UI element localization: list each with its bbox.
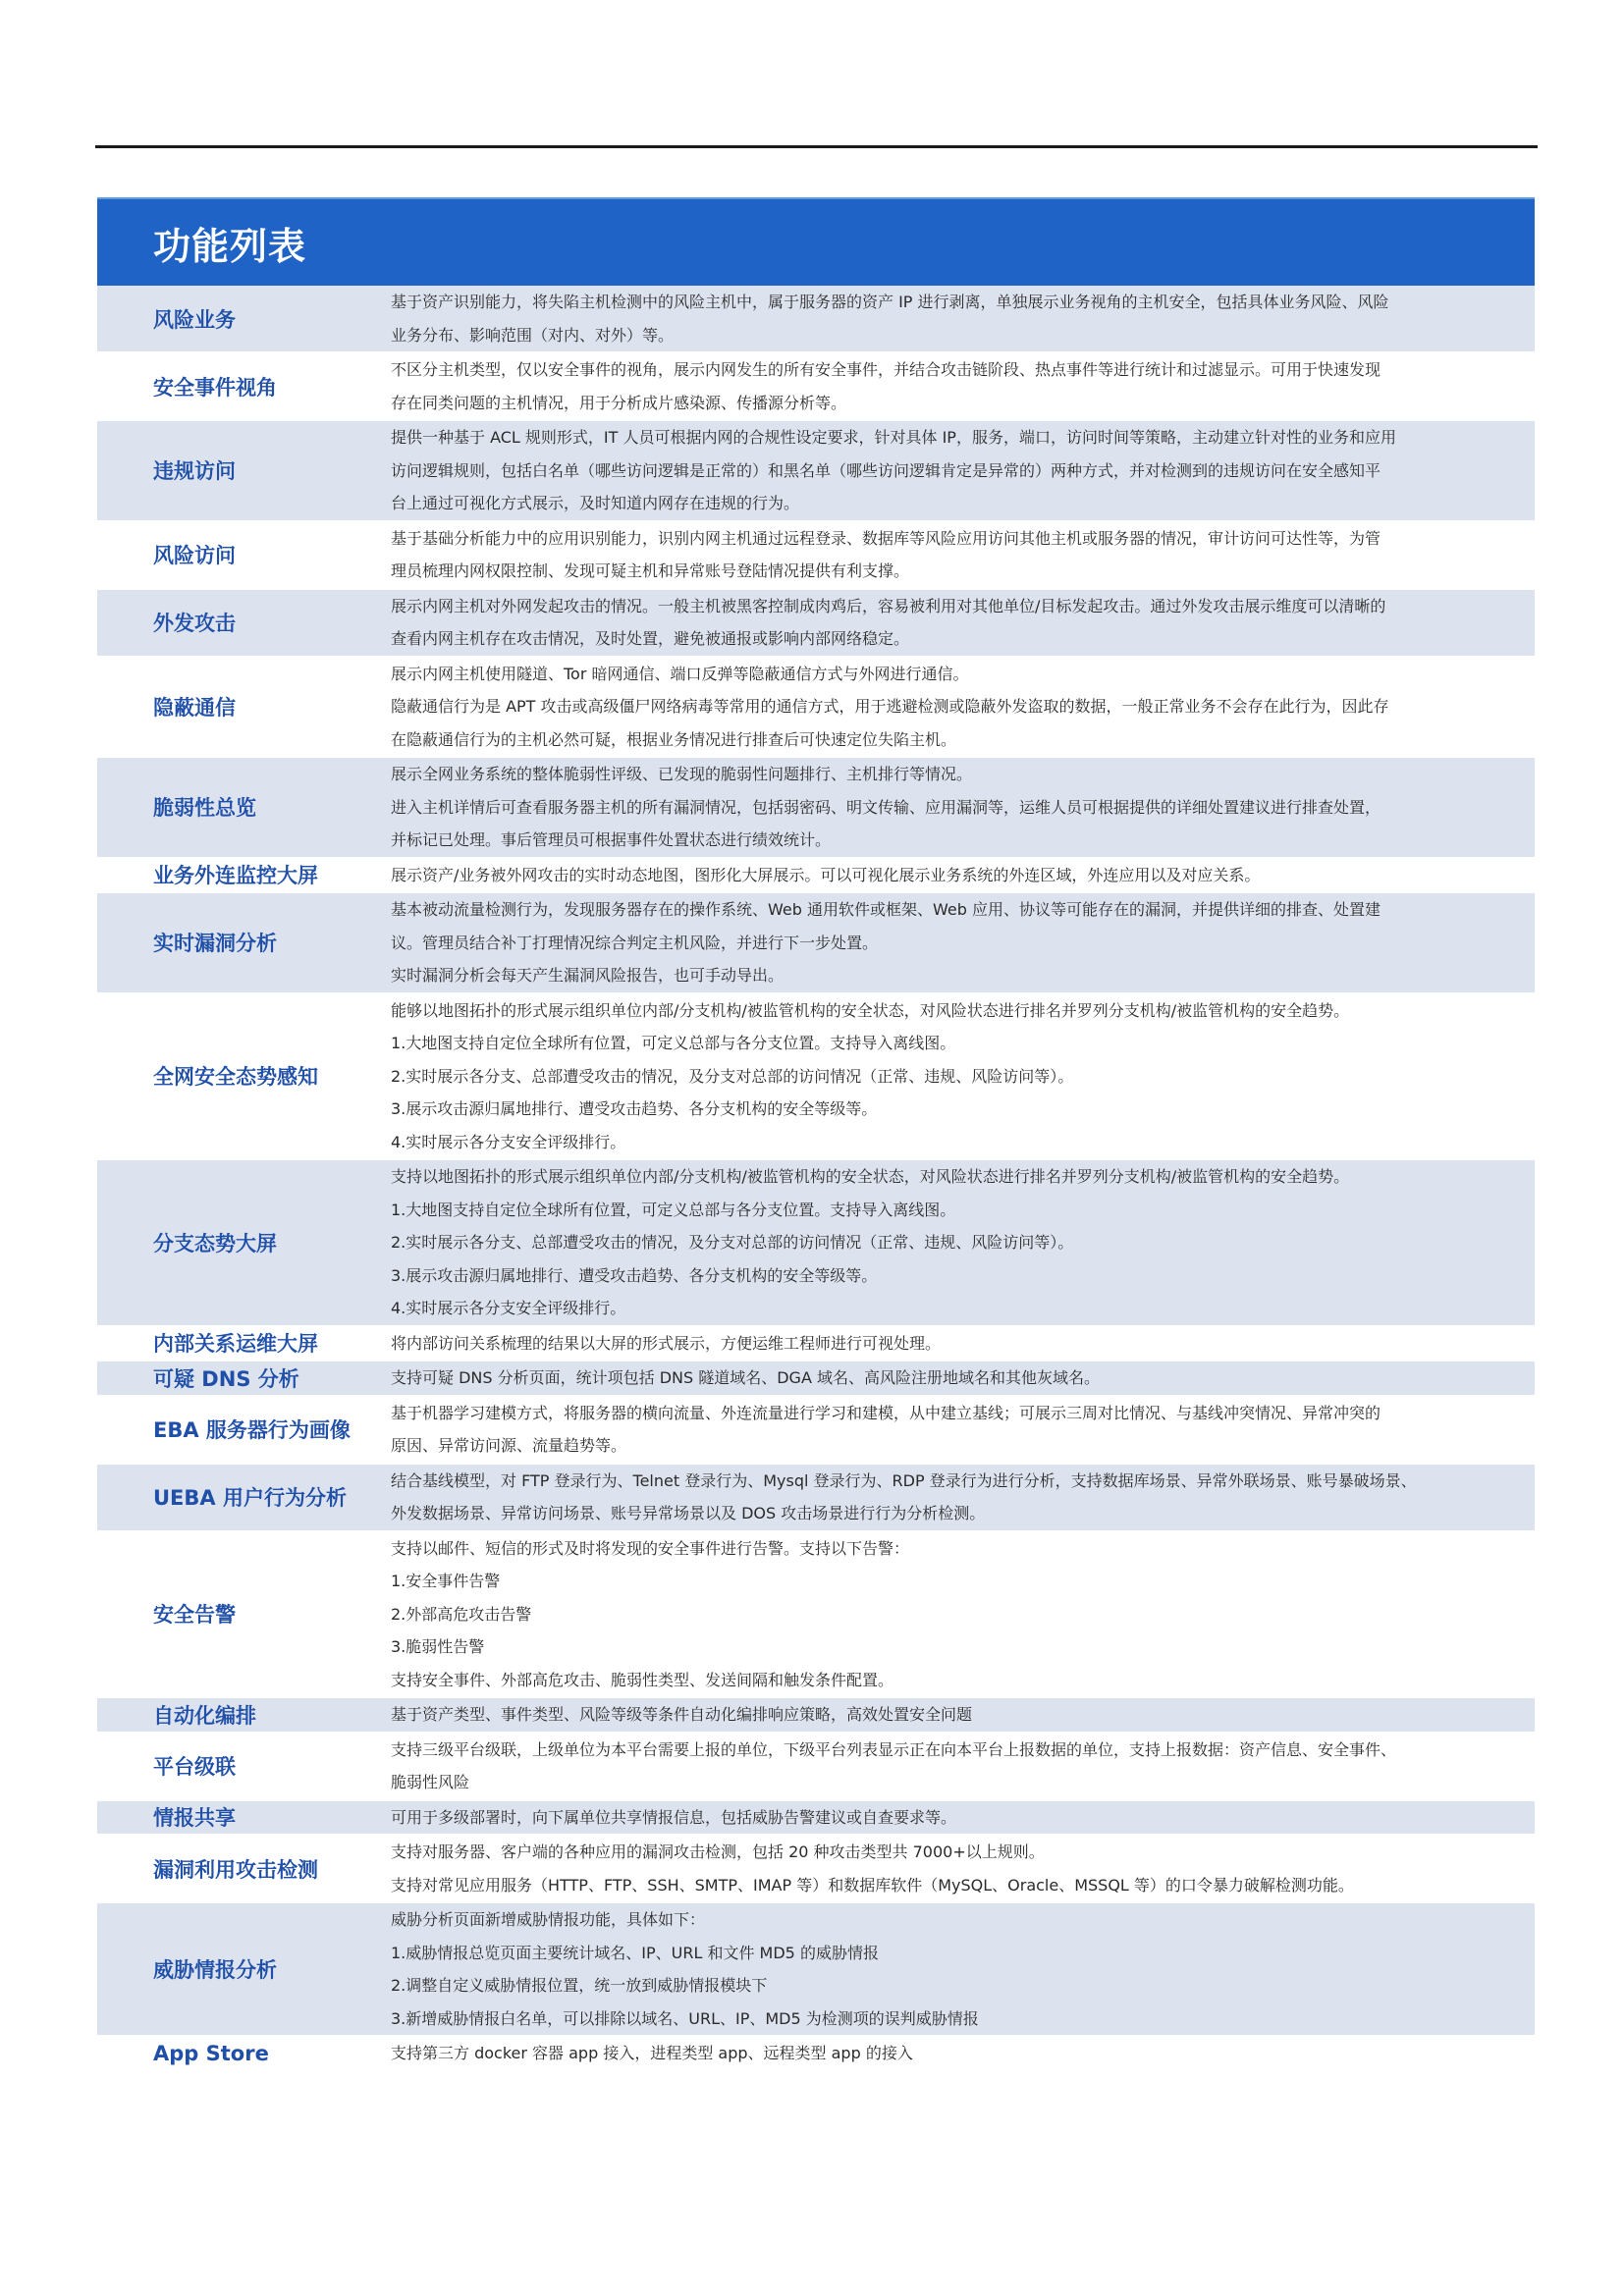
feature-name: 实时漏洞分析	[153, 932, 277, 956]
feature-description	[386, 1362, 1535, 1395]
table-row	[97, 1532, 1535, 1699]
description-line: 1.威胁情报总览页面主要统计域名、IP、URL 和文件 MD5 的威胁情报	[391, 1943, 879, 1962]
feature-description	[386, 1160, 1535, 1325]
table-row	[97, 1734, 1535, 1801]
description-line: 可用于多级部署时，向下属单位共享情报信息，包括威胁告警建议或自查要求等。	[391, 1807, 957, 1827]
description-line: 支持可疑 DNS 分析页面，统计项包括 DNS 隧道域名、DGA 域名、高风险注册地域名和其他灰域名。	[391, 1368, 1100, 1387]
table-row	[97, 758, 1535, 859]
feature-name: 违规访问	[153, 459, 236, 484]
table-row	[97, 1836, 1535, 1903]
table-row	[97, 1362, 1535, 1397]
feature-description	[386, 2037, 1535, 2070]
description-line: 3.脆弱性告警	[391, 1637, 485, 1656]
description-line: 脆弱性风险	[391, 1773, 470, 1791]
feature-name: 脆弱性总览	[153, 796, 256, 821]
description-line: 原因、异常访问源、流量趋势等。	[391, 1436, 627, 1455]
description-line: 外发数据场景、异常访问场景、账号异常场景以及 DOS 攻击场景进行行为分析检测。	[391, 1504, 986, 1522]
table-row	[97, 1397, 1535, 1465]
description-line: 不区分主机类型，仅以安全事件的视角，展示内网发生的所有安全事件，并结合攻击链阶段、热点事件等进行统计和过滤显示。可用于快速发现	[391, 360, 1381, 379]
description-line: 支持以邮件、短信的形式及时将发现的安全事件进行告警。支持以下告警：	[391, 1538, 910, 1558]
description-line: 3.展示攻击源归属地排行、遭受攻击趋势、各分支机构的安全等级等。	[391, 1099, 878, 1118]
description-line: 支持三级平台级联，上级单位为本平台需要上报的单位，下级平台列表显示正在向本平台上报数据的单位，支持上报数据：资产信息、安全事件、	[391, 1739, 1397, 1759]
description-line: 展示资产/业务被外网攻击的实时动态地图，图形化大屏展示。可以可视化展示业务系统的外连区域，外连应用以及对应关系。	[391, 865, 1261, 884]
feature-description	[386, 1327, 1535, 1361]
description-line: 台上通过可视化方式展示，及时知道内网存在违规的行为。	[391, 494, 800, 512]
description-line: 2.实时展示各分支、总部遭受攻击的情况，及分支对总部的访问情况（正常、违规、风险访问等）。	[391, 1233, 1074, 1252]
description-line: 威胁分析页面新增威胁情报功能，具体如下：	[391, 1910, 706, 1929]
table-row	[97, 522, 1535, 590]
feature-description	[386, 1465, 1535, 1530]
feature-description	[386, 590, 1535, 656]
feature-name: 外发攻击	[153, 612, 236, 635]
description-line: 4.实时展示各分支安全评级排行。	[391, 1299, 626, 1317]
feature-description	[386, 421, 1535, 520]
table-row	[97, 421, 1535, 522]
feature-name: 分支态势大屏	[153, 1231, 277, 1255]
feature-description	[386, 353, 1535, 419]
table-row	[97, 658, 1535, 759]
table-header	[97, 197, 1535, 286]
feature-description	[386, 859, 1535, 892]
description-line: 1.大地图支持自定位全球所有位置，可定义总部与各分支位置。支持导入离线图。	[391, 1200, 956, 1219]
description-line: 基本被动流量检测行为，发现服务器存在的操作系统、Web 通用软件或框架、Web 应用、协议等可能存在的漏洞，并提供详细的排查、处置建	[391, 900, 1380, 919]
feature-name: 风险访问	[153, 544, 236, 567]
feature-description	[386, 1903, 1535, 2035]
feature-description	[386, 893, 1535, 992]
description-line: 4.实时展示各分支安全评级排行。	[391, 1132, 626, 1151]
description-line: 2.实时展示各分支、总部遭受攻击的情况，及分支对总部的访问情况（正常、违规、风险访问等）。	[391, 1066, 1074, 1086]
feature-name: 威胁情报分析	[153, 1958, 277, 1982]
feature-name: 隐蔽通信	[153, 695, 236, 720]
description-line: 1.大地图支持自定位全球所有位置，可定义总部与各分支位置。支持导入离线图。	[391, 1034, 956, 1052]
feature-name: 安全事件视角	[153, 375, 277, 400]
description-line: 展示内网主机使用隧道、Tor 暗网通信、端口反弹等隐蔽通信方式与外网进行通信。	[391, 664, 969, 683]
description-line: 访问逻辑规则，包括白名单（哪些访问逻辑是正常的）和黑名单（哪些访问逻辑肯定是异常的）两种方式，并对检测到的违规访问在安全感知平	[391, 460, 1381, 480]
description-line: 查看内网主机存在攻击情况，及时处置，避免被通报或影响内部网络稳定。	[391, 629, 910, 648]
table-row	[97, 859, 1535, 894]
table-row	[97, 2037, 1535, 2072]
feature-description	[386, 994, 1535, 1159]
table-title: 功能列表	[153, 224, 307, 268]
table-row	[97, 1160, 1535, 1327]
description-line: 基于机器学习建模方式，将服务器的横向流量、外连流量进行学习和建模，从中建立基线；可展示三周对比情况、与基线冲突情况、异常冲突的	[391, 1403, 1381, 1422]
description-line: 提供一种基于 ACL 规则形式，IT 人员可根据内网的合规性设定要求，针对具体 IP，服务，端口，访问时间等策略，主动建立针对性的业务和应用	[391, 428, 1396, 447]
description-line: 能够以地图拓扑的形式展示组织单位内部/分支机构/被监管机构的安全状态，对风险状态进行排名并罗列分支机构/被监管机构的安全趋势。	[391, 1000, 1350, 1020]
description-line: 结合基线模型，对 FTP 登录行为、Telnet 登录行为、Mysql 登录行为、RDP 登录行为进行分析，支持数据库场景、异常外联场景、账号暴破场景、	[391, 1470, 1417, 1490]
feature-name: 平台级联	[153, 1755, 236, 1779]
description-line: 展示内网主机对外网发起攻击的情况。一般主机被黑客控制成肉鸡后，容易被利用对其他单位/目标发起攻击。通过外发攻击展示维度可以清晰的	[391, 596, 1386, 615]
table-row	[97, 1327, 1535, 1362]
table-row	[97, 590, 1535, 658]
feature-description	[386, 658, 1535, 757]
table-row	[97, 353, 1535, 421]
feature-table	[97, 197, 1535, 2072]
table-row	[97, 994, 1535, 1161]
feature-description	[386, 1532, 1535, 1697]
description-line: 议。管理员结合补丁打理情况综合判定主机风险，并进行下一步处置。	[391, 933, 879, 952]
feature-name: 业务外连监控大屏	[153, 864, 318, 888]
feature-name: App Store	[153, 2041, 269, 2065]
description-line: 3.展示攻击源归属地排行、遭受攻击趋势、各分支机构的安全等级等。	[391, 1265, 878, 1285]
description-line: 将内部访问关系梳理的结果以大屏的形式展示，方便运维工程师进行可视处理。	[391, 1333, 942, 1353]
description-line: 基于资产类型、事件类型、风险等级等条件自动化编排响应策略，高效处置安全问题	[391, 1705, 973, 1724]
description-line: 支持第三方 docker 容器 app 接入，进程类型 app、远程类型 app 的接入	[391, 2044, 913, 2062]
feature-description	[386, 1836, 1535, 1901]
feature-name: 全网安全态势感知	[153, 1065, 318, 1090]
description-line: 支持对服务器、客户端的各种应用的漏洞攻击检测，包括 20 种攻击类型共 7000+以上规则。	[391, 1842, 1045, 1861]
feature-description	[386, 1734, 1535, 1799]
description-line: 基于基础分析能力中的应用识别能力，识别内网主机通过远程登录、数据库等风险应用访问其他主机或服务器的情况，审计访问可达性等，为管	[391, 528, 1381, 548]
feature-description	[386, 1397, 1535, 1463]
feature-name: 风险业务	[153, 307, 236, 332]
description-line: 实时漏洞分析会每天产生漏洞风险报告，也可手动导出。	[391, 966, 785, 985]
feature-name: 安全告警	[153, 1603, 236, 1628]
feature-description	[386, 286, 1535, 351]
description-line: 进入主机详情后可查看服务器主机的所有漏洞情况，包括弱密码、明文传输、应用漏洞等，运维人员可根据提供的详细处置建议进行排查处置，	[391, 797, 1381, 817]
description-line: 隐蔽通信行为是 APT 攻击或高级僵尸网络病毒等常用的通信方式，用于逃避检测或隐蔽外发盗取的数据，一般正常业务不会存在此行为，因此存	[391, 697, 1389, 716]
feature-name: EBA 服务器行为画像	[153, 1418, 351, 1442]
description-line: 在隐蔽通信行为的主机必然可疑，根据业务情况进行排查后可快速定位失陷主机。	[391, 729, 957, 749]
description-line: 2.调整自定义威胁情报位置，统一放到威胁情报模块下	[391, 1976, 768, 1995]
table-row	[97, 1698, 1535, 1734]
description-line: 3.新增威胁情报白名单，可以排除以域名、URL、IP、MD5 为检测项的误判威胁情报	[391, 2008, 979, 2028]
feature-name: 自动化编排	[153, 1703, 256, 1728]
table-row	[97, 893, 1535, 994]
description-line: 业务分布、影响范围（对内、对外）等。	[391, 325, 675, 345]
description-line: 并标记已处理。事后管理员可根据事件处置状态进行绩效统计。	[391, 830, 832, 849]
feature-description	[386, 1801, 1535, 1835]
feature-name: 内部关系运维大屏	[153, 1332, 318, 1357]
feature-name: 情报共享	[153, 1806, 236, 1831]
table-row	[97, 1465, 1535, 1532]
table-row	[97, 286, 1535, 353]
top-rule	[95, 145, 1538, 148]
description-line: 2.外部高危攻击告警	[391, 1604, 532, 1624]
description-line: 理员梳理内网权限控制、发现可疑主机和异常账号登陆情况提供有利支撑。	[391, 561, 910, 580]
feature-name: 漏洞利用攻击检测	[153, 1857, 318, 1882]
table-body	[97, 286, 1535, 2072]
description-line: 展示全网业务系统的整体脆弱性评级、已发现的脆弱性问题排行、主机排行等情况。	[391, 765, 973, 783]
feature-description	[386, 522, 1535, 588]
description-line: 支持安全事件、外部高危攻击、脆弱性类型、发送间隔和触发条件配置。	[391, 1670, 894, 1689]
description-line: 支持以地图拓扑的形式展示组织单位内部/分支机构/被监管机构的安全状态，对风险状态进行排名并罗列分支机构/被监管机构的安全趋势。	[391, 1167, 1350, 1186]
table-row	[97, 1801, 1535, 1837]
description-line: 1.安全事件告警	[391, 1572, 501, 1590]
description-line: 存在同类问题的主机情况，用于分析成片感染源、传播源分析等。	[391, 393, 847, 412]
table-row	[97, 1903, 1535, 2037]
description-line: 基于资产识别能力，将失陷主机检测中的风险主机中，属于服务器的资产 IP 进行剥离，单独展示业务视角的主机安全，包括具体业务风险、风险	[391, 293, 1389, 311]
feature-description	[386, 1698, 1535, 1732]
feature-description	[386, 758, 1535, 857]
feature-name: UEBA 用户行为分析	[153, 1486, 347, 1510]
description-line: 支持对常见应用服务（HTTP、FTP、SSH、SMTP、IMAP 等）和数据库软件（MySQL、Oracle、MSSQL 等）的口令暴力破解检测功能。	[391, 1875, 1354, 1895]
feature-name: 可疑 DNS 分析	[153, 1366, 299, 1391]
